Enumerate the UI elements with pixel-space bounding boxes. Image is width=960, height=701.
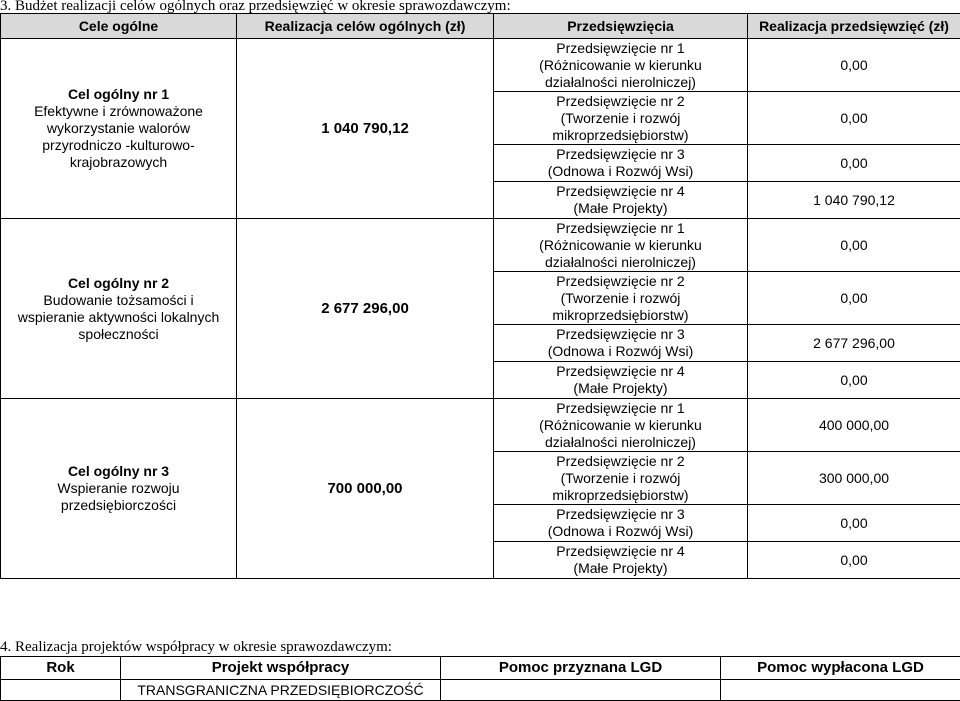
project-line: (Małe Projekty) — [494, 560, 747, 577]
section-4-heading: 4. Realizacja projektów współpracy w okresie sprawozdawczym: — [0, 638, 392, 656]
project-line: (Odnowa i Rozwój Wsi) — [494, 523, 747, 540]
project-line: Przedsięwzięcie nr 1 — [494, 40, 747, 57]
year-cell — [1, 680, 121, 701]
goal-title: Cel ogólny nr 2 — [1, 275, 236, 292]
project-cell — [494, 399, 748, 452]
project-line: Przedsięwzięcie nr 2 — [494, 453, 747, 470]
project-cell — [494, 145, 748, 182]
project-cell — [494, 272, 748, 325]
project-value: 0,00 — [748, 542, 960, 579]
goals-budget-table — [0, 13, 960, 579]
goal-cell — [1, 219, 237, 399]
project-line: (Małe Projekty) — [494, 380, 747, 397]
goal-description-line: krajobrazowych — [1, 154, 236, 171]
table-row — [1, 39, 960, 92]
project-line: (Różnicowanie w kierunku — [494, 237, 747, 254]
project-value: 0,00 — [748, 272, 960, 325]
project-value: 400 000,00 — [748, 399, 960, 452]
goal-description-line: Budowanie tożsamości i — [1, 292, 236, 309]
header-aid-granted: Pomoc przyznana LGD — [441, 657, 721, 680]
goal-description-line: Wspieranie rozwoju — [1, 480, 236, 497]
project-line: (Odnowa i Rozwój Wsi) — [494, 343, 747, 360]
project-line: (Tworzenie i rozwój — [494, 470, 747, 487]
project-cell — [494, 182, 748, 219]
goal-title: Cel ogólny nr 3 — [1, 463, 236, 480]
project-line: (Małe Projekty) — [494, 200, 747, 217]
project-value: 1 040 790,12 — [748, 182, 960, 219]
project-value: 0,00 — [748, 145, 960, 182]
header-cooperation-project: Projekt współpracy — [121, 657, 441, 680]
goal-description-line: Efektywne i zrównoważone — [1, 103, 236, 120]
goal-description-line: wspieranie aktywności lokalnych — [1, 309, 236, 326]
project-cell — [494, 219, 748, 272]
project-line: Przedsięwzięcie nr 4 — [494, 183, 747, 200]
aid-granted-cell — [441, 680, 721, 701]
project-cell — [494, 92, 748, 145]
project-line: mikroprzedsiębiorstw) — [494, 487, 747, 504]
project-line: (Różnicowanie w kierunku — [494, 417, 747, 434]
project-value: 0,00 — [748, 92, 960, 145]
project-line: (Tworzenie i rozwój — [494, 110, 747, 127]
project-line: mikroprzedsiębiorstw) — [494, 127, 747, 144]
goal-description-line: przyrodniczo -kulturowo- — [1, 137, 236, 154]
goal-title: Cel ogólny nr 1 — [1, 86, 236, 103]
goal-amount: 2 677 296,00 — [237, 219, 494, 399]
aid-paid-cell — [721, 680, 960, 701]
project-line: Przedsięwzięcie nr 1 — [494, 400, 747, 417]
project-line: Przedsięwzięcie nr 3 — [494, 326, 747, 343]
goal-description-line: społeczności — [1, 326, 236, 343]
table-row — [1, 680, 960, 701]
project-cell: TRANSGRANICZNA PRZEDSIĘBIORCZOŚĆ — [121, 680, 441, 701]
header-projects: Przedsięwzięcia — [494, 14, 748, 39]
goal-amount: 700 000,00 — [237, 399, 494, 579]
project-value: 2 677 296,00 — [748, 325, 960, 362]
header-aid-paid: Pomoc wypłacona LGD — [721, 657, 960, 680]
table-row — [1, 399, 960, 452]
table-header-row — [1, 14, 960, 39]
project-value: 0,00 — [748, 39, 960, 92]
project-cell — [494, 505, 748, 542]
project-cell — [494, 452, 748, 505]
project-line: (Odnowa i Rozwój Wsi) — [494, 163, 747, 180]
project-line: Przedsięwzięcie nr 2 — [494, 273, 747, 290]
goal-description-line: przedsiębiorczości — [1, 497, 236, 514]
project-line: Przedsięwzięcie nr 4 — [494, 363, 747, 380]
project-cell — [494, 39, 748, 92]
project-value: 0,00 — [748, 219, 960, 272]
section-3-heading: 3. Budżet realizacji celów ogólnych oraz przedsięwzięć w okresie sprawozdawczym: — [0, 0, 511, 15]
header-goals-realization: Realizacja celów ogólnych (zł) — [237, 14, 494, 39]
project-line: działalności nierolniczej) — [494, 254, 747, 271]
project-line: działalności nierolniczej) — [494, 434, 747, 451]
project-line: Przedsięwzięcie nr 1 — [494, 220, 747, 237]
goal-cell — [1, 399, 237, 579]
cooperation-projects-table — [0, 656, 960, 701]
project-line: Przedsięwzięcie nr 4 — [494, 543, 747, 560]
project-line: działalności nierolniczej) — [494, 74, 747, 91]
header-projects-realization: Realizacja przedsięwzięć (zł) — [748, 14, 960, 39]
project-line: Przedsięwzięcie nr 3 — [494, 146, 747, 163]
header-goals: Cele ogólne — [1, 14, 237, 39]
table-row — [1, 219, 960, 272]
goal-cell — [1, 39, 237, 219]
project-cell — [494, 542, 748, 579]
project-line: mikroprzedsiębiorstw) — [494, 307, 747, 324]
project-line: Przedsięwzięcie nr 2 — [494, 93, 747, 110]
header-year: Rok — [1, 657, 121, 680]
project-line: (Tworzenie i rozwój — [494, 290, 747, 307]
goal-amount: 1 040 790,12 — [237, 39, 494, 219]
project-value: 0,00 — [748, 505, 960, 542]
goal-description-line: wykorzystanie walorów — [1, 120, 236, 137]
table-header-row — [1, 657, 960, 680]
project-value: 300 000,00 — [748, 452, 960, 505]
project-line: Przedsięwzięcie nr 3 — [494, 506, 747, 523]
project-cell — [494, 325, 748, 362]
project-value: 0,00 — [748, 362, 960, 399]
project-cell — [494, 362, 748, 399]
project-line: (Różnicowanie w kierunku — [494, 57, 747, 74]
